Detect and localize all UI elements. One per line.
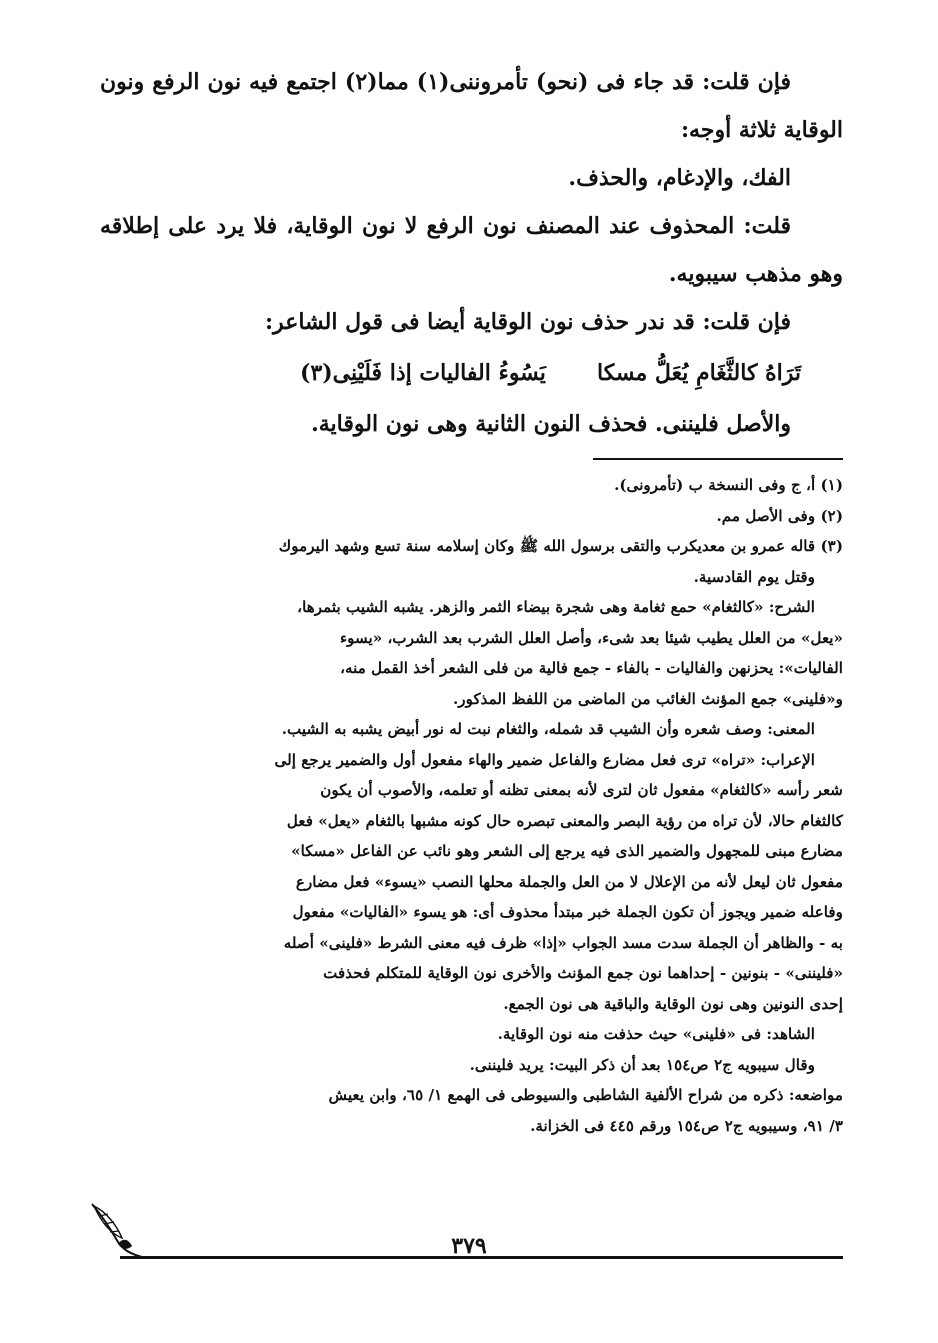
question-lead-2: فإن قلت:: [702, 309, 791, 335]
footnotes: [100, 470, 843, 1141]
irab-label: الإعراب:: [760, 750, 815, 769]
irab-line-2: شعر رأسه «كالثغام» مفعول ثان لترى لأنه بمعنى تظنه أو تعلمه، والأصوب أن يكون: [320, 781, 843, 799]
quill-feather-icon: [88, 1198, 150, 1262]
irab-line-7: به - والظاهر أن الجملة سدت مسد الجواب «إذا» ظرف فيه معنى الشرط «فلينى» أصله: [283, 933, 843, 952]
sharh-line-1: [100, 592, 843, 623]
irab-line-3: كالثغام حالا، لأن تراه من رؤية البصر والمعنى تبصره حال كونه مشبها بالثغام «يعل» فعل: [286, 811, 843, 830]
paragraph-question-1: [100, 58, 843, 154]
question-text: قد جاء فى (نحو) تأمروننى(١) مما(٢) اجتمع فيه نون الرفع ونون الوقاية ثلاثة أوجه:: [100, 69, 843, 143]
paragraph-question-2: [100, 298, 843, 346]
footnote-1: (١) أ، ج وفى النسخة ب (تأمرونى).: [614, 476, 843, 494]
mana-text: وصف شعره وأن الشيب قد شمله، والثغام نبت له نور أبيض يشبه به الشيب.: [281, 720, 762, 738]
bottom-rule: [120, 1256, 843, 1259]
sharh-line-2: «يعل» من العلل يطيب شيئا بعد شىء، وأصل العلل الشرب بعد الشرب، «يسوء: [339, 628, 843, 647]
footnote-3-line-2: وقتل يوم القادسية.: [693, 567, 815, 586]
mawadi-label: مواضعه:: [788, 1086, 843, 1104]
shahid-label: الشاهد:: [766, 1025, 815, 1043]
mawadi-line-1: [100, 1080, 843, 1111]
mawadi-text-1: ذكره من شراح الألفية الشاطبى والسيوطى فى الهمع ١/ ٦٥، وابن يعيش: [328, 1086, 784, 1104]
irab-line-1: [100, 745, 843, 776]
shahid-text: فى «فلينى» حيث حذفت منه نون الوقاية.: [497, 1025, 762, 1043]
irab-line-8: «فليننى» - بنونين - إحداهما نون جمع المؤنث والأخرى نون الوقاية للمتكلم فحذفت: [323, 964, 843, 982]
mana-line: [100, 714, 843, 745]
question-lead: فإن قلت:: [702, 69, 792, 95]
paragraph-answer: [100, 202, 843, 298]
sharh-line-4: و«فلينى» جمع المؤنث الغائب من الماضى من اللفظ المذكور.: [452, 689, 843, 708]
sharh-line-3: الفاليات»: يحزنهن والفاليات - بالفاء - جمع فالية من فلى الشعر أخذ القمل منه،: [340, 659, 843, 677]
poem-verse: [100, 346, 843, 400]
mana-label: المعنى:: [767, 720, 815, 738]
irab-line-9: إحدى النونين وهى نون الوقاية والباقية هى نون الجمع.: [503, 994, 843, 1013]
answer-lead: قلت:: [743, 213, 791, 239]
sibawayh-line: وقال سيبويه ج٢ ص١٥٤ بعد أن ذكر البيت: يريد فليننى.: [469, 1055, 815, 1074]
irab-text-1: «تراه» ترى فعل مضارع والفاعل ضمير والهاء مفعول أول والضمير يرجع إلى: [274, 750, 756, 769]
shahid-line: [100, 1019, 843, 1050]
verse-first-hemistich: تَرَاهُ كالثَّغَامِ يُعَلُّ مسكا: [597, 360, 801, 386]
irab-line-6: وفاعله ضمير ويجوز أن تكون الجملة خبر مبتدأ محذوف أى: هو يسوء «الفاليات» مفعول: [292, 903, 843, 921]
footnote-separator: [593, 458, 843, 460]
footnote-2: (٢) وفى الأصل مم.: [716, 506, 843, 525]
verse-second-hemistich: يَسُوءُ الفاليات إذا فَلَيْنِى(٣): [300, 360, 546, 386]
mawadi-line-2: ٣/ ٩١، وسيبويه ج٢ ص١٥٤ ورقم ٤٤٥ فى الخزانة.: [530, 1116, 843, 1135]
main-text: [100, 58, 843, 448]
irab-line-4: مضارع مبنى للمجهول والضمير الذى فيه يرجع إلى الشعر وهو نائب عن الفاعل «مسكا»: [291, 842, 843, 860]
sharh-text-1: «كالثغام» حمع ثغامة وهى شجرة بيضاء الثمر والزهر. يشبه الشيب بثمرها،: [297, 598, 764, 616]
sharh-label: الشرح:: [768, 598, 815, 616]
answer-text: المحذوف عند المصنف نون الرفع لا نون الوقاية، فلا يرد على إطلاقه وهو مذهب سيبويه.: [100, 213, 843, 287]
irab-line-5: مفعول ثان ليعل لأنه من الإعلال لا من العل والجملة محلها النصب «يسوء» فعل مضارع: [295, 872, 843, 891]
paragraph-three-forms: الفك، والإدغام، والحذف.: [568, 165, 791, 191]
page-number: ٣٧٩: [451, 1233, 487, 1259]
footnote-3-line-1: (٣) قاله عمرو بن معديكرب والتقى برسول الله ﷺ وكان إسلامه سنة تسع وشهد اليرموك: [278, 537, 843, 555]
paragraph-origin: والأصل فليننى. فحذف النون الثانية وهى نون الوقاية.: [311, 411, 791, 437]
question-text-2: قد ندر حذف نون الوقاية أيضا فى قول الشاعر:: [264, 309, 695, 335]
